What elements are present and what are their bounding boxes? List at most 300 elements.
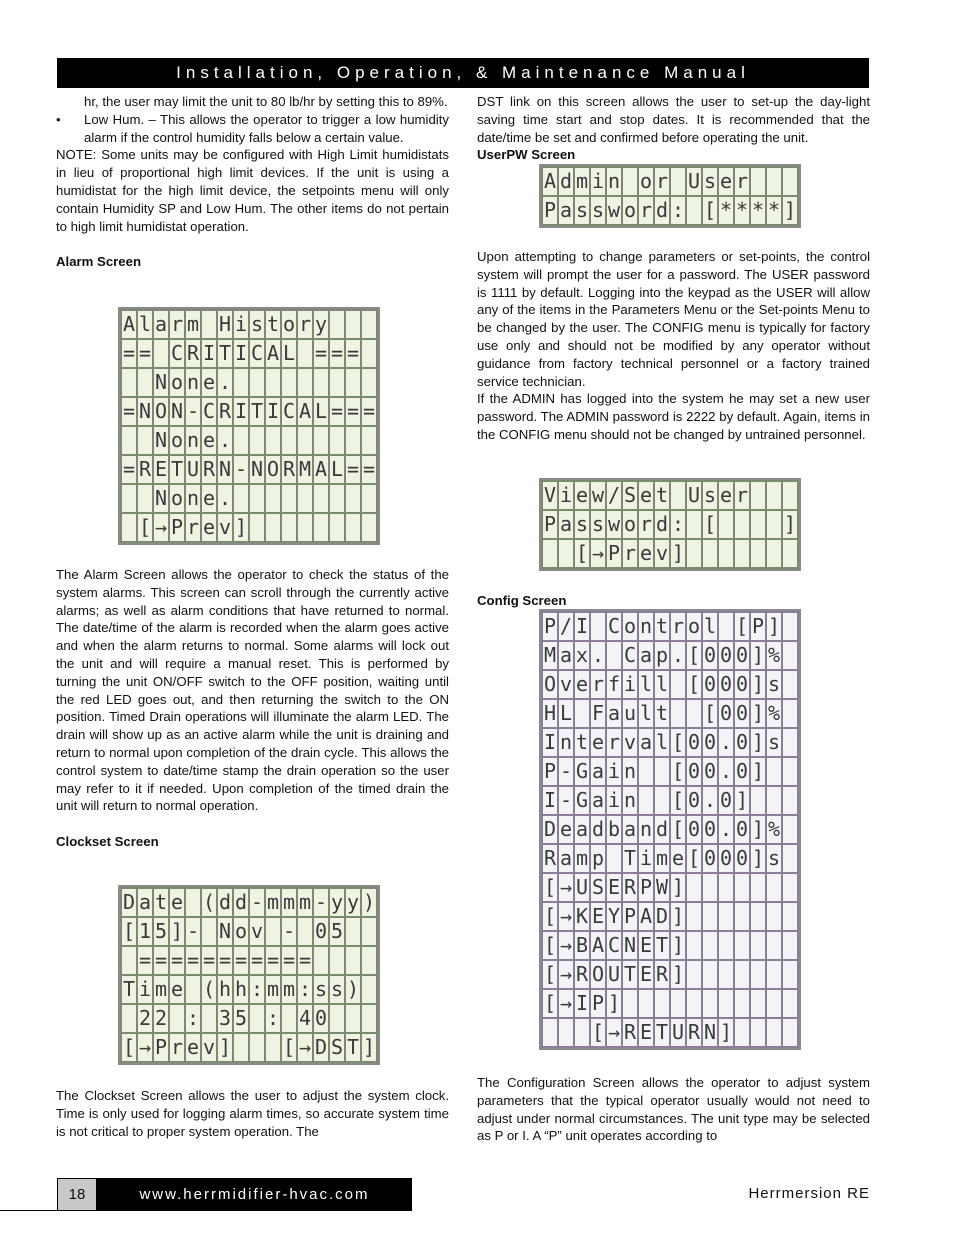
lcd-cell: [718, 960, 734, 989]
lcd-cell: [686, 539, 702, 568]
lcd-cell: [558, 1018, 574, 1047]
lcd-cell: [281, 1004, 297, 1033]
userpw-screen-lcd: [539, 164, 801, 228]
lcd-cell: R: [574, 960, 590, 989]
lcd-cell: [: [734, 612, 750, 641]
lcd-cell: m: [574, 844, 590, 873]
lcd-cell: [686, 989, 702, 1018]
lcd-cell: s: [702, 167, 718, 196]
lcd-cell: p: [590, 844, 606, 873]
lcd-cell: o: [638, 167, 654, 196]
lcd-cell: s: [329, 975, 345, 1004]
lcd-cell: =: [345, 397, 361, 426]
lcd-cell: [281, 426, 297, 455]
lcd-cell: =: [345, 339, 361, 368]
lcd-cell: [361, 975, 377, 1004]
lcd-cell: →: [558, 960, 574, 989]
lcd-cell: [542, 539, 558, 568]
lcd-cell: [654, 989, 670, 1018]
lcd-cell: [121, 946, 137, 975]
lcd-cell: (: [201, 975, 217, 1004]
lcd-cell: M: [542, 641, 558, 670]
lcd-cell: e: [670, 844, 686, 873]
lcd-cell: ]: [750, 728, 766, 757]
lcd-cell: [297, 368, 313, 397]
lcd-cell: [766, 960, 782, 989]
lcd-cell: [: [542, 873, 558, 902]
lcd-cell: r: [622, 539, 638, 568]
lcd-cell: 0: [702, 757, 718, 786]
alarm-screen-heading: Alarm Screen: [56, 254, 142, 270]
lcd-cell: [734, 539, 750, 568]
lcd-cell: n: [606, 167, 622, 196]
lcd-cell: :: [670, 196, 686, 225]
lcd-cell: 5: [233, 1004, 249, 1033]
lcd-cell: w: [606, 510, 622, 539]
lcd-cell: [297, 426, 313, 455]
lcd-cell: =: [121, 397, 137, 426]
lcd-cell: r: [734, 167, 750, 196]
lcd-cell: r: [638, 510, 654, 539]
lcd-cell: ]: [670, 960, 686, 989]
lcd-cell: [574, 699, 590, 728]
lcd-cell: [750, 167, 766, 196]
lcd-cell: U: [686, 167, 702, 196]
lcd-cell: -: [233, 455, 249, 484]
lcd-cell: F: [590, 699, 606, 728]
lcd-cell: C: [249, 339, 265, 368]
lcd-cell: -: [249, 888, 265, 917]
lcd-cell: 5: [153, 917, 169, 946]
lcd-cell: [329, 1004, 345, 1033]
lcd-cell: d: [654, 510, 670, 539]
lcd-cell: R: [217, 397, 233, 426]
lcd-cell: O: [153, 397, 169, 426]
lcd-row: [121, 484, 377, 513]
lcd-cell: [718, 873, 734, 902]
lcd-cell: [345, 946, 361, 975]
lcd-cell: h: [233, 975, 249, 1004]
lcd-cell: [233, 484, 249, 513]
lcd-cell: [361, 426, 377, 455]
lcd-cell: T: [345, 1033, 361, 1062]
lcd-cell: t: [654, 699, 670, 728]
lcd-cell: d: [590, 815, 606, 844]
lcd-cell: [766, 757, 782, 786]
lcd-cell: *: [718, 196, 734, 225]
lcd-cell: [686, 510, 702, 539]
lcd-cell: d: [558, 167, 574, 196]
lcd-cell: [297, 484, 313, 513]
lcd-cell: e: [574, 670, 590, 699]
lcd-cell: [702, 539, 718, 568]
lcd-cell: [137, 368, 153, 397]
lcd-row: [121, 368, 377, 397]
lcd-cell: m: [265, 888, 281, 917]
lcd-cell: 0: [702, 844, 718, 873]
lcd-cell: 0: [718, 844, 734, 873]
lcd-cell: r: [606, 728, 622, 757]
lcd-cell: [121, 513, 137, 542]
lcd-cell: 0: [313, 917, 329, 946]
lcd-cell: :: [265, 1004, 281, 1033]
lcd-cell: n: [622, 757, 638, 786]
lcd-cell: a: [558, 196, 574, 225]
lcd-cell: o: [169, 426, 185, 455]
lcd-cell: R: [622, 873, 638, 902]
lcd-cell: L: [329, 455, 345, 484]
lcd-cell: [750, 481, 766, 510]
lcd-cell: [313, 946, 329, 975]
lcd-cell: [: [590, 1018, 606, 1047]
lcd-cell: [: [137, 513, 153, 542]
lcd-cell: -: [185, 397, 201, 426]
lcd-cell: [686, 902, 702, 931]
lcd-cell: d: [233, 888, 249, 917]
lcd-cell: [313, 513, 329, 542]
lcd-cell: p: [654, 641, 670, 670]
lcd-row: [542, 728, 798, 757]
lcd-cell: [766, 931, 782, 960]
lcd-cell: C: [606, 931, 622, 960]
lcd-row: [542, 844, 798, 873]
page-number: 18: [57, 1178, 97, 1211]
lcd-cell: [766, 786, 782, 815]
lcd-cell: %: [766, 699, 782, 728]
lcd-cell: [201, 917, 217, 946]
lcd-cell: N: [217, 455, 233, 484]
lcd-cell: [782, 902, 798, 931]
lcd-cell: [329, 310, 345, 339]
lcd-cell: C: [281, 397, 297, 426]
lcd-cell: a: [638, 641, 654, 670]
lcd-row: [121, 1004, 377, 1033]
lcd-cell: =: [233, 946, 249, 975]
lcd-cell: a: [558, 641, 574, 670]
lcd-cell: [782, 931, 798, 960]
lcd-cell: P: [750, 612, 766, 641]
lcd-cell: e: [201, 513, 217, 542]
lcd-cell: N: [249, 455, 265, 484]
lcd-cell: [574, 1018, 590, 1047]
lcd-cell: R: [281, 455, 297, 484]
lcd-cell: [233, 426, 249, 455]
lcd-cell: [137, 484, 153, 513]
lcd-cell: o: [169, 368, 185, 397]
lcd-cell: [718, 539, 734, 568]
lcd-cell: D: [121, 888, 137, 917]
lcd-cell: [590, 612, 606, 641]
lcd-cell: [265, 368, 281, 397]
lcd-cell: 0: [734, 815, 750, 844]
lcd-cell: ]: [670, 873, 686, 902]
lcd-cell: [345, 1004, 361, 1033]
lcd-cell: 0: [686, 757, 702, 786]
lcd-cell: N: [153, 484, 169, 513]
lcd-cell: [329, 426, 345, 455]
lcd-cell: [: [121, 917, 137, 946]
lcd-cell: [670, 481, 686, 510]
lcd-cell: [265, 917, 281, 946]
lcd-row: [542, 539, 798, 568]
lcd-cell: n: [622, 786, 638, 815]
lcd-cell: o: [622, 612, 638, 641]
lcd-cell: -: [558, 757, 574, 786]
lcd-cell: I: [233, 339, 249, 368]
lcd-cell: P: [169, 513, 185, 542]
lcd-cell: v: [654, 539, 670, 568]
lcd-cell: :: [297, 975, 313, 1004]
lcd-cell: e: [201, 426, 217, 455]
lcd-cell: D: [313, 1033, 329, 1062]
lcd-cell: P: [542, 510, 558, 539]
lcd-cell: 1: [137, 917, 153, 946]
lcd-cell: [121, 1004, 137, 1033]
view-set-user-lcd: [539, 478, 801, 571]
lcd-cell: T: [169, 455, 185, 484]
lcd-cell: ]: [670, 902, 686, 931]
lcd-cell: f: [606, 670, 622, 699]
lcd-cell: a: [574, 815, 590, 844]
lcd-cell: [782, 670, 798, 699]
lcd-cell: [734, 989, 750, 1018]
lcd-cell: r: [590, 670, 606, 699]
lcd-cell: O: [590, 960, 606, 989]
lcd-cell: [: [574, 539, 590, 568]
lcd-cell: P: [542, 757, 558, 786]
lcd-cell: v: [622, 728, 638, 757]
lcd-cell: [313, 426, 329, 455]
lcd-cell: U: [686, 481, 702, 510]
lcd-cell: A: [313, 455, 329, 484]
lcd-cell: I: [265, 397, 281, 426]
lcd-cell: I: [233, 397, 249, 426]
lcd-cell: ]: [217, 1033, 233, 1062]
lcd-cell: T: [121, 975, 137, 1004]
lcd-cell: a: [638, 728, 654, 757]
lcd-cell: [622, 989, 638, 1018]
lcd-cell: [169, 1004, 185, 1033]
lcd-cell: r: [654, 167, 670, 196]
lcd-cell: A: [638, 902, 654, 931]
lcd-cell: P: [542, 612, 558, 641]
lcd-cell: E: [638, 931, 654, 960]
lcd-cell: [782, 481, 798, 510]
lcd-cell: r: [638, 196, 654, 225]
lcd-cell: E: [153, 455, 169, 484]
lcd-row: [542, 481, 798, 510]
lcd-cell: t: [574, 728, 590, 757]
lcd-cell: [782, 815, 798, 844]
lcd-cell: a: [153, 310, 169, 339]
lcd-cell: [782, 960, 798, 989]
lcd-grid: [541, 611, 799, 1048]
lcd-cell: [297, 339, 313, 368]
lcd-cell: [121, 368, 137, 397]
lcd-cell: =: [217, 946, 233, 975]
lcd-cell: [121, 484, 137, 513]
lcd-cell: [782, 786, 798, 815]
lcd-cell: *: [750, 196, 766, 225]
lcd-cell: I: [542, 728, 558, 757]
lcd-cell: A: [590, 931, 606, 960]
lcd-cell: [201, 1004, 217, 1033]
lcd-cell: [281, 484, 297, 513]
lcd-cell: R: [201, 455, 217, 484]
lcd-cell: [734, 1018, 750, 1047]
lcd-row: [542, 960, 798, 989]
lcd-cell: C: [622, 641, 638, 670]
lcd-cell: 0: [686, 728, 702, 757]
lcd-cell: [: [281, 1033, 297, 1062]
footer-product-name: Herrmersion RE: [748, 1185, 870, 1202]
lcd-cell: →: [558, 902, 574, 931]
lcd-cell: [750, 786, 766, 815]
lcd-cell: [750, 960, 766, 989]
lcd-cell: [233, 1033, 249, 1062]
footer-website-link[interactable]: www.herrmidifier-hvac.com: [97, 1178, 412, 1211]
lcd-cell: s: [590, 196, 606, 225]
lcd-cell: [153, 339, 169, 368]
config-screen-text: The Configuration Screen allows the operator to adjust system parameters that the typical operator usually would not need to adjust under normal circumstances. The unit type may be selected as P or I. A “P” unit operates according to: [477, 1075, 870, 1144]
lcd-cell: T: [217, 339, 233, 368]
lcd-cell: [782, 539, 798, 568]
lcd-cell: [345, 484, 361, 513]
lcd-cell: U: [574, 873, 590, 902]
lcd-cell: [686, 873, 702, 902]
password-text: Upon attempting to change parameters or set-points, the control system will prompt the user for a password. The USER password is 1111 by default. Logging into the keypad as the USER will allow any of the items in the Parameters Menu or the Set-points Menu to be changed by the user. The CONFIG menu is typically for factory use only and should not be modified by any operator without guidance from factory technical personnel or a factory trained service technician.: [477, 249, 870, 389]
lcd-cell: =: [329, 397, 345, 426]
lcd-cell: [750, 539, 766, 568]
lcd-cell: r: [297, 310, 313, 339]
lcd-cell: 0: [734, 699, 750, 728]
lcd-cell: [750, 989, 766, 1018]
lcd-cell: G: [574, 757, 590, 786]
lcd-cell: [: [686, 670, 702, 699]
lcd-cell: -: [185, 917, 201, 946]
lcd-cell: y: [313, 310, 329, 339]
lcd-row: [121, 946, 377, 975]
lcd-cell: [686, 196, 702, 225]
lcd-cell: t: [153, 888, 169, 917]
lcd-cell: m: [153, 975, 169, 1004]
lcd-cell: d: [654, 815, 670, 844]
lcd-row: [121, 339, 377, 368]
alarm-description: [56, 566, 449, 851]
clockset-screen-text: The Clockset Screen allows the user to adjust the system clock. Time is only used for logging alarm times, so accurate system time is not critical to proper system operation. The: [56, 1088, 449, 1139]
lcd-cell: ]: [766, 612, 782, 641]
lcd-cell: [734, 873, 750, 902]
lcd-cell: [329, 484, 345, 513]
lcd-cell: [265, 484, 281, 513]
lcd-cell: T: [622, 960, 638, 989]
lcd-cell: D: [654, 902, 670, 931]
lcd-cell: u: [622, 699, 638, 728]
lcd-cell: l: [638, 670, 654, 699]
lcd-cell: e: [718, 481, 734, 510]
lcd-cell: a: [606, 699, 622, 728]
lcd-cell: [702, 931, 718, 960]
lcd-cell: [670, 670, 686, 699]
admin-text: If the ADMIN has logged into the system he may set a new user password. The ADMIN password is 2222 by default. Again, items in the CONFIG menu should not be changed by untrained personnel.: [477, 391, 870, 442]
lcd-cell: n: [185, 426, 201, 455]
lcd-cell: s: [590, 510, 606, 539]
lcd-cell: [265, 1033, 281, 1062]
lcd-cell: [718, 510, 734, 539]
lcd-cell: ]: [233, 513, 249, 542]
lcd-cell: [782, 844, 798, 873]
lcd-cell: P: [542, 196, 558, 225]
lcd-cell: N: [622, 931, 638, 960]
lcd-cell: o: [686, 612, 702, 641]
lcd-cell: [249, 1004, 265, 1033]
lcd-cell: [: [542, 960, 558, 989]
lcd-cell: t: [654, 481, 670, 510]
lcd-cell: [718, 902, 734, 931]
lcd-cell: .: [718, 815, 734, 844]
lcd-cell: =: [361, 397, 377, 426]
lcd-cell: [137, 426, 153, 455]
config-description: [477, 1074, 870, 1145]
lcd-cell: C: [169, 339, 185, 368]
lcd-cell: b: [606, 815, 622, 844]
lcd-cell: R: [185, 339, 201, 368]
lcd-cell: [297, 917, 313, 946]
lcd-row: [121, 426, 377, 455]
lcd-cell: [249, 1033, 265, 1062]
lcd-cell: [702, 989, 718, 1018]
lcd-cell: =: [329, 339, 345, 368]
lcd-cell: w: [590, 481, 606, 510]
lcd-cell: .: [590, 641, 606, 670]
lcd-cell: i: [622, 670, 638, 699]
lcd-cell: o: [622, 196, 638, 225]
lcd-cell: r: [670, 612, 686, 641]
lcd-cell: [638, 757, 654, 786]
lcd-cell: r: [734, 481, 750, 510]
lcd-cell: [606, 641, 622, 670]
lcd-cell: 0: [734, 670, 750, 699]
lcd-cell: [249, 426, 265, 455]
lcd-cell: [313, 484, 329, 513]
lcd-cell: 0: [686, 786, 702, 815]
lcd-cell: [782, 167, 798, 196]
lcd-row: [542, 931, 798, 960]
lcd-cell: I: [574, 612, 590, 641]
lcd-cell: ]: [750, 815, 766, 844]
lcd-cell: [: [686, 844, 702, 873]
lcd-cell: [638, 786, 654, 815]
lcd-cell: [606, 844, 622, 873]
lcd-cell: ): [361, 888, 377, 917]
lcd-cell: H: [542, 699, 558, 728]
lcd-cell: w: [606, 196, 622, 225]
lcd-grid: [120, 887, 378, 1063]
lcd-cell: o: [622, 510, 638, 539]
lcd-row: [121, 310, 377, 339]
lcd-cell: i: [606, 786, 622, 815]
lcd-cell: n: [638, 815, 654, 844]
lcd-cell: a: [590, 757, 606, 786]
lcd-row: [542, 641, 798, 670]
lcd-cell: =: [121, 339, 137, 368]
lcd-cell: E: [590, 902, 606, 931]
lcd-cell: e: [590, 728, 606, 757]
lcd-cell: 2: [153, 1004, 169, 1033]
lcd-cell: [: [686, 641, 702, 670]
lcd-cell: 0: [734, 757, 750, 786]
clockset-description: [56, 1087, 449, 1140]
